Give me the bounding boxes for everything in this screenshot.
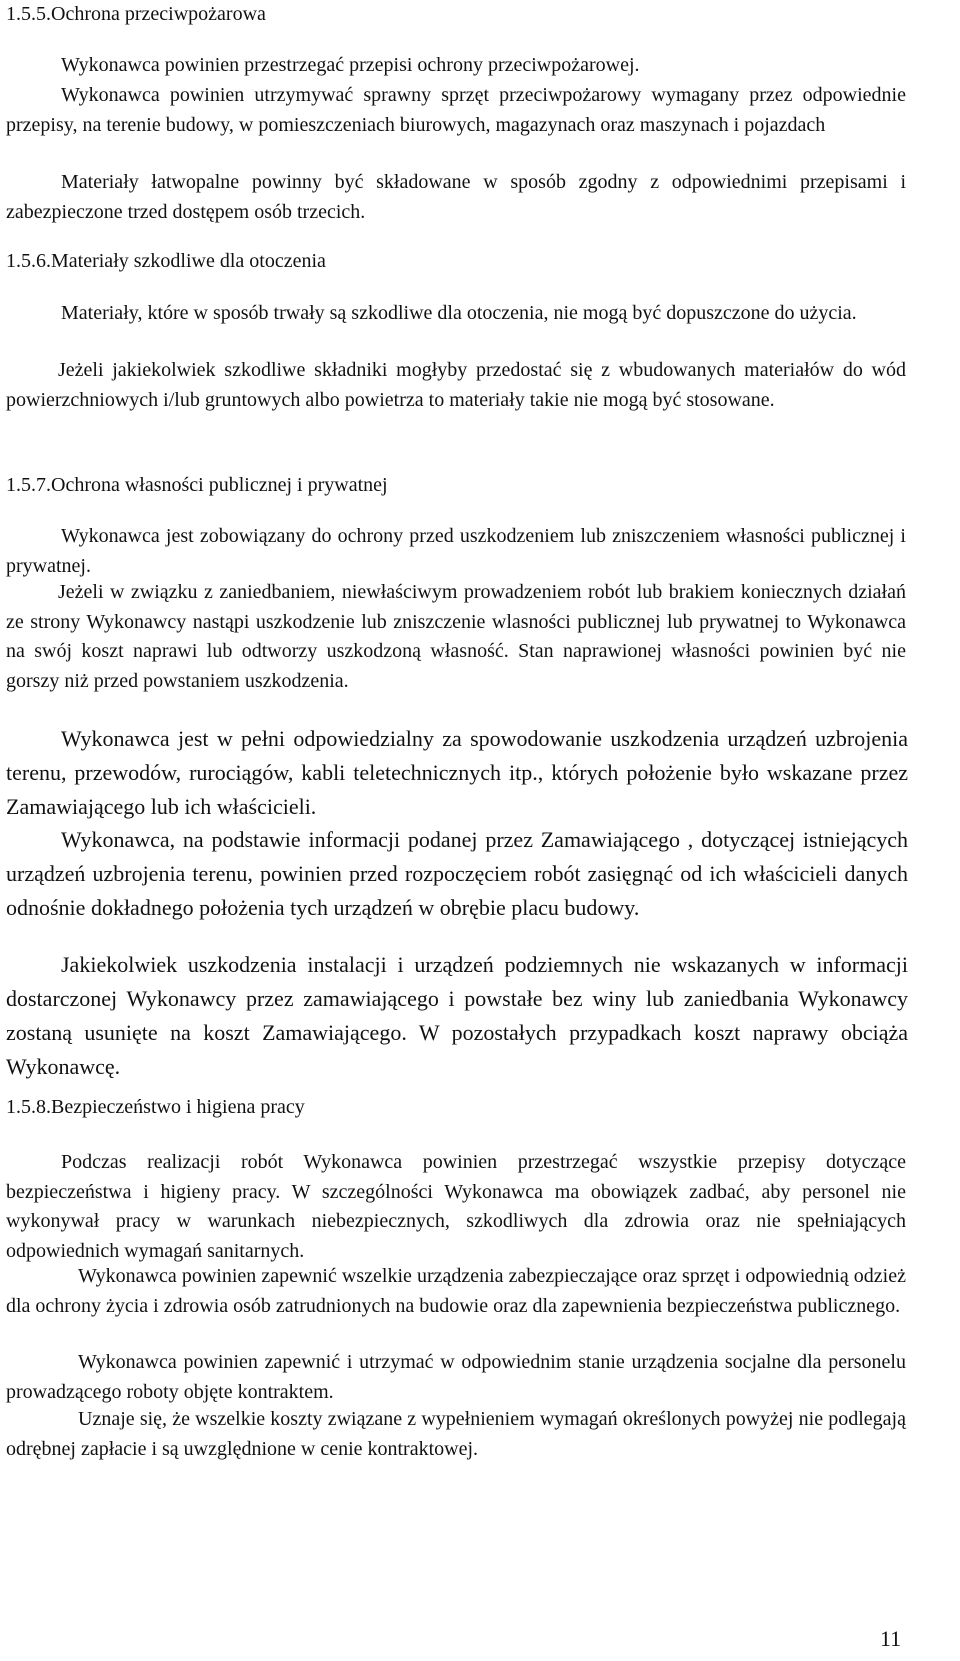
paragraph: Podczas realizacji robót Wykonawca powinien przestrzegać wszystkie przepisy dotyczące bezpieczeństwa i higieny pracy. W szczególności Wykonawca ma obowiązek zadbać, aby personel nie wykonywał pracy w warunkach niebezpiecznych, szkodliwych dla zdrowia oraz nie spełniających odpowiednich wymagań sanitarnych. (6, 1151, 906, 1262)
paragraph: Jakiekolwiek uszkodzenia instalacji i urządzeń podziemnych nie wskazanych w informacji dostarczonej Wykonawcy przez zamawiającego i powstałe bez winy lub zaniedbania Wykonawcy zostaną usunięte na koszt Zamawiającego. W pozostałych przypadkach koszt naprawy obciąża Wykonawcę. (6, 952, 908, 1079)
section-heading-1-5-6 (6, 247, 326, 276)
section-heading-1-5-7 (6, 471, 388, 500)
section-heading-1-5-5 (6, 0, 266, 29)
paragraph: Wykonawca powinien zapewnić i utrzymać w odpowiednim stanie urządzenia socjalne dla personelu prowadzącego roboty objęte kontraktem. (6, 1351, 906, 1403)
paragraph: Wykonawca jest w pełni odpowiedzialny za spowodowanie uszkodzenia urządzeń uzbrojenia terenu, przewodów, rurociągów, kabli teletechnicznych itp., których położenie było wskazane przez Zamawiającego lub ich właścicieli. (6, 726, 908, 819)
section-number: 1.5.5. (6, 3, 51, 25)
section-title: Ochrona własności publicznej i prywatnej (51, 474, 388, 496)
section-number: 1.5.7. (6, 474, 51, 496)
paragraph: Jeżeli w związku z zaniedbaniem, niewłaściwym prowadzeniem robót lub brakiem koniecznych działań ze strony Wykonawcy nastąpi uszkodzenie lub zniszczenie wlasności publicznej lub prywatnej to Wykonawca na swój koszt naprawi lub odtworzy uszkodzoną własność. Stan naprawionej własności powinien być nie gorszy niż przed powstaniem uszkodzenia. (6, 581, 906, 692)
paragraph: Jeżeli jakiekolwiek szkodliwe składniki mogłyby przedostać się z wbudowanych materiałów do wód powierzchniowych i/lub gruntowych albo powietrza to materiały takie nie mogą być stosowane. (6, 359, 906, 411)
paragraph: Uznaje się, że wszelkie koszty związane z wypełnieniem wymagań określonych powyżej nie podlegają odrębnej zapłacie i są uwzględnione w cenie kontraktowej. (6, 1408, 906, 1460)
section-number: 1.5.8. (6, 1096, 51, 1118)
section-title: Ochrona przeciwpożarowa (51, 3, 266, 25)
section-heading-1-5-8 (6, 1093, 305, 1122)
page-number: 11 (880, 1626, 902, 1651)
paragraph: Materiały łatwopalne powinny być składowane w sposób zgodny z odpowiednimi przepisami i zabezpieczone trzed dostępem osób trzecich. (6, 171, 906, 223)
paragraph: Wykonawca jest zobowiązany do ochrony przed uszkodzeniem lub zniszczeniem własności publicznej i prywatnej. (6, 525, 906, 577)
paragraph: Wykonawca powinien utrzymywać sprawny sprzęt przeciwpożarowy wymagany przez odpowiednie przepisy, na terenie budowy, w pomieszczeniach biurowych, magazynach oraz maszynach i pojazdach (6, 84, 906, 136)
paragraph: Materiały, które w sposób trwały są szkodliwe dla otoczenia, nie mogą być dopuszczone do użycia. (61, 302, 857, 324)
paragraph: Wykonawca powinien zapewnić wszelkie urządzenia zabezpieczające oraz sprzęt i odpowiednią odzież dla ochrony życia i zdrowia osób zatrudnionych na budowie oraz dla zapewnienia bezpieczeństwa publicznego. (6, 1265, 906, 1317)
paragraph: Wykonawca powinien przestrzegać przepisi ochrony przeciwpożarowej. (61, 54, 640, 76)
section-number: 1.5.6. (6, 250, 51, 272)
paragraph: Wykonawca, na podstawie informacji podanej przez Zamawiającego , dotyczącej istniejących urządzeń uzbrojenia terenu, powinien przed rozpoczęciem robót zasięgnąć od ich właścicieli danych odnośnie dokładnego położenia tych urządzeń w obrębie placu budowy. (6, 827, 908, 920)
section-title: Materiały szkodliwe dla otoczenia (51, 250, 326, 272)
section-title: Bezpieczeństwo i higiena pracy (51, 1096, 305, 1118)
